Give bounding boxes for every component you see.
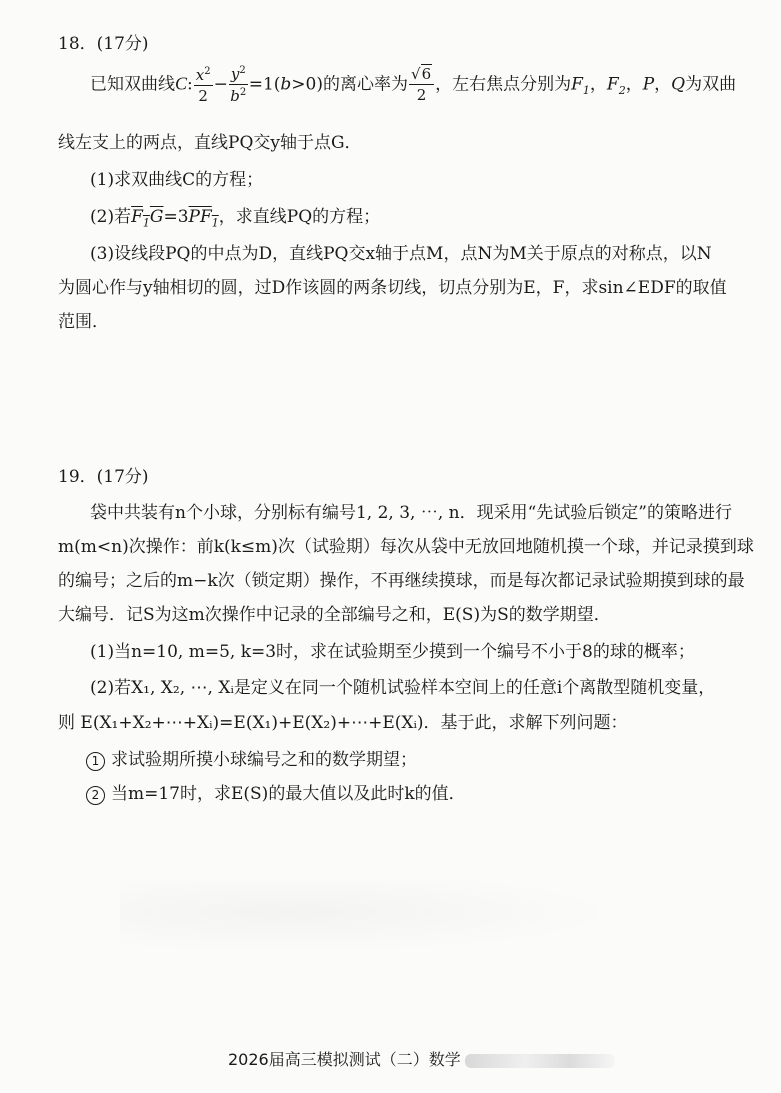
q19-line1: 袋中共装有n个小球，分别标有编号1, 2, 3, ⋯, n．现采用“先试验后锁定”的策略进行 <box>90 503 732 523</box>
q19-part2-a: (2)若X₁, X₂, ⋯, Xᵢ是定义在同一个随机试验样本空间上的任意i个离散型随机变量， <box>90 678 716 698</box>
vector-pf1: $PF_1$ <box>188 207 219 230</box>
q18-part2: (2)若$F_1G=3PF_1$，求直线PQ的方程； <box>90 207 381 230</box>
q18-part3-c: 范围． <box>58 312 109 332</box>
fraction-y2-b2: $\frac{y^2}{b^2}$ <box>230 65 247 105</box>
scan-smudge <box>120 880 680 960</box>
circled-number: 2 <box>86 786 105 805</box>
footer-text: 2026届高三模拟测试（二）数学 <box>228 1050 461 1069</box>
text: 的离心率为 <box>323 74 408 95</box>
text: ，左右焦点分别为 <box>435 74 572 95</box>
q19-line4: 大编号．记S为这m次操作中记录的全部编号之和，E(S)为S的数学期望． <box>58 605 611 625</box>
text: 当m=17时，求E(S)的最大值以及此时k的值． <box>111 784 466 804</box>
q19-line2: m(m<n)次操作：前k(k≤m)次（试验期）每次从袋中无放回地随机摸一个球，并记录摸到球 <box>58 537 754 557</box>
vector-f1g: $F_1G$ <box>131 207 164 230</box>
q19-part1: (1)当n=10, m=5, k=3时，求在试验期至少摸到一个编号不小于8的球的概率； <box>90 642 695 662</box>
q19-line3: 的编号；之后的m−k次（锁定期）操作，不再继续摸球，而是每次都记录试验期摸到球的最 <box>58 571 745 591</box>
math-curve: C <box>175 73 188 94</box>
q19-sub2 <box>86 779 781 805</box>
circled-number: 1 <box>86 752 105 771</box>
page-footer <box>228 1047 615 1070</box>
q19-part2-b: 则 E(X₁+X₂+⋯+Xᵢ)=E(X₁)+E(X₂)+⋯+E(Xᵢ)．基于此，求解下列问题： <box>58 713 628 733</box>
q19-header: 19．(17分) <box>58 467 149 487</box>
text: (2)若 <box>90 207 132 227</box>
text: 已知双曲线 <box>90 74 175 95</box>
fraction-x2-2: $\frac{x^2}{2}$ <box>195 65 211 105</box>
q18-line2: 线左支上的两点，直线PQ交y轴于点G． <box>58 133 362 153</box>
text: 求试验期所摸小球编号之和的数学期望； <box>111 750 417 770</box>
q18-part3-b: 为圆心作与y轴相切的圆，过D作该圆的两条切线，切点分别为E，F，求sin∠EDF的取值 <box>58 278 727 298</box>
q18-part1: (1)求双曲线C的方程； <box>90 170 264 190</box>
text: ，求直线PQ的方程； <box>218 207 381 227</box>
fraction-sqrt6-2: $\frac{√6}{2}$ <box>409 67 434 103</box>
q18-line1: 已知双曲线C: $\frac{x^2}{2}$ − $\frac{y^2}{b^2}$ =1(b>0)的离心率为 $\frac{√6}{2}$ ，左右焦点分别为$F_1$，$F_2$，P，Q为双曲 <box>90 65 737 105</box>
q19-sub1 <box>86 745 781 771</box>
q18-part3-a: (3)设线段PQ的中点为D，直线PQ交x轴于点M，点N为M关于原点的对称点，以N <box>90 244 712 264</box>
text: 为双曲 <box>685 74 737 95</box>
blurred-region <box>465 1054 615 1068</box>
q18-header: 18．(17分) <box>58 34 149 54</box>
